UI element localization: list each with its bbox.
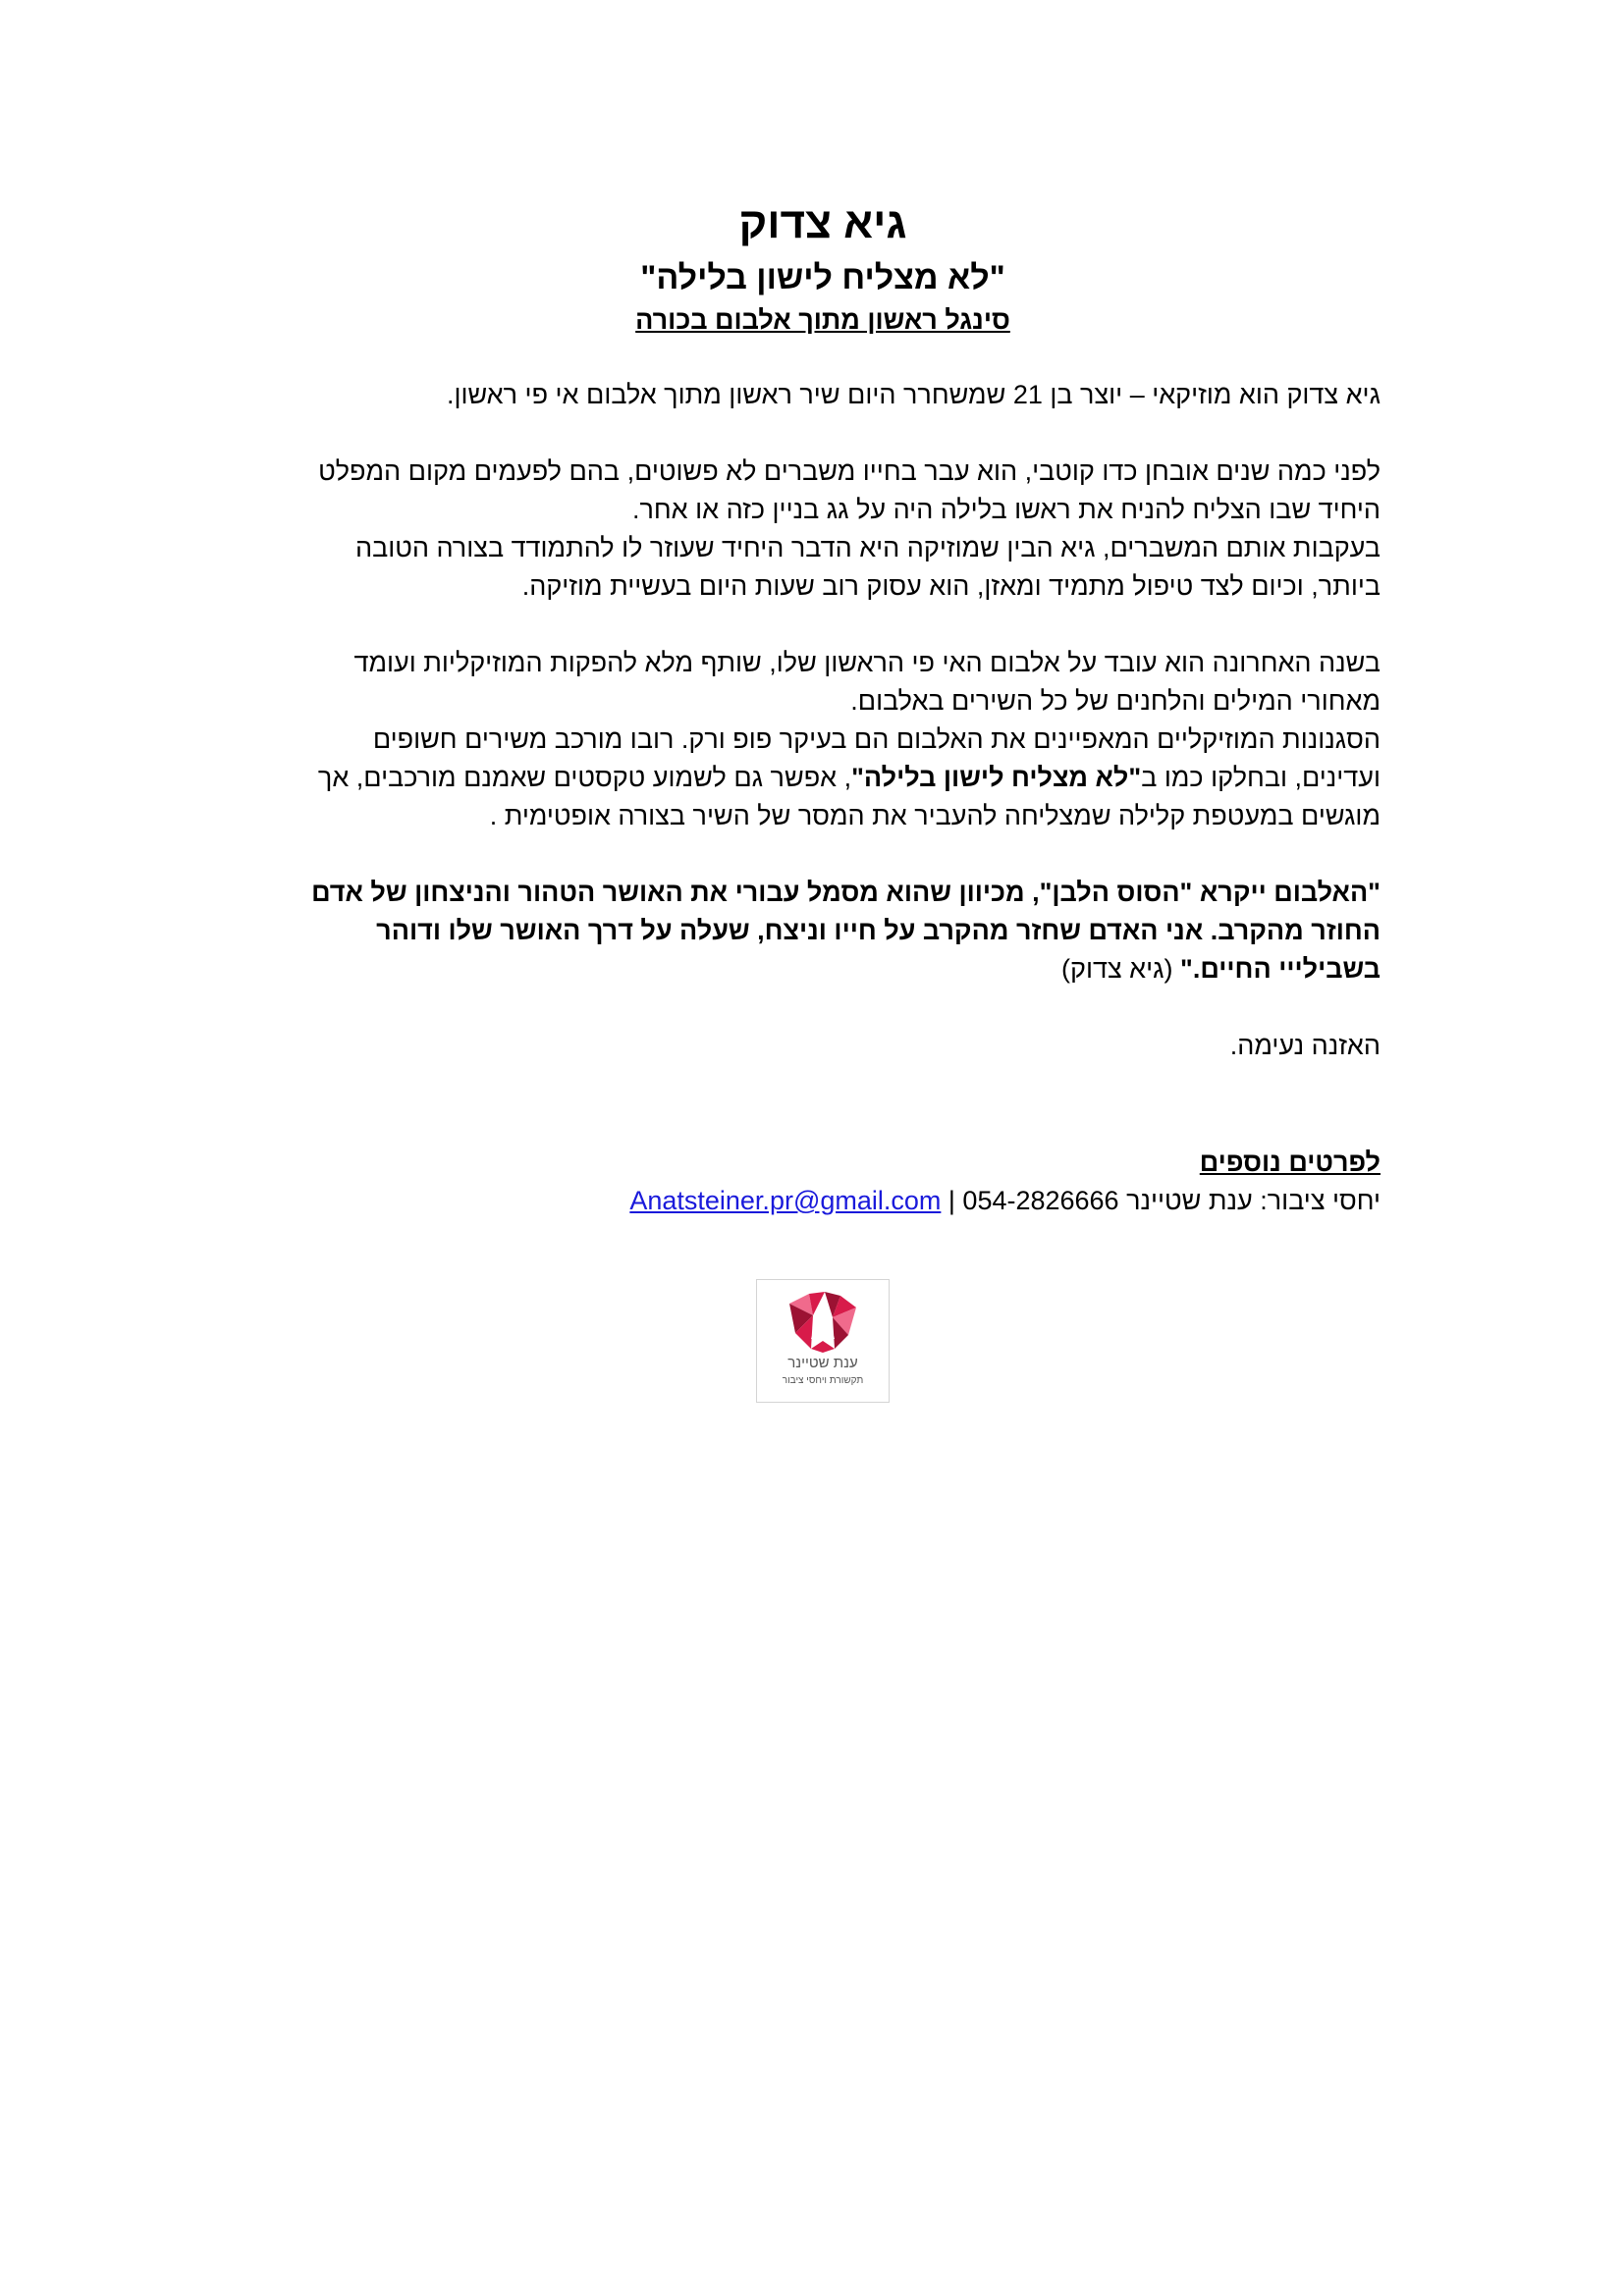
paragraph-line: מוגשים במעטפת קלילה שמצליחה להעביר את המסר של השיר בצורה אופטימית . — [489, 801, 1380, 830]
company-logo — [756, 1279, 890, 1403]
paragraph-line: ביותר, וכיום לצד טיפול מתמיד ומאזן, הוא עסוק רוב שעות היום בעשיית מוזיקה. — [521, 571, 1380, 601]
page-title: גיא צדוק — [738, 199, 907, 247]
logo-a-mark-icon — [784, 1290, 862, 1353]
spacer — [265, 835, 1380, 874]
paragraph-line — [265, 759, 1380, 797]
contact-heading: לפרטים נוספים — [1199, 1148, 1380, 1177]
spacer — [265, 414, 1380, 453]
quote-line — [265, 950, 1380, 988]
paragraph-line: הסגנונות המוזיקליים המאפיינים את האלבום הם בעיקר פופ ורק. רובו מורכב משירים חשופים — [372, 724, 1380, 754]
spacer — [265, 606, 1380, 644]
logo-shard — [811, 1341, 835, 1353]
subheading: סינגל ראשון מתוך אלבום בכורה — [635, 305, 1010, 335]
logo-name: ענת שטיינר — [787, 1355, 858, 1371]
email-link[interactable]: Anatsteiner.pr@gmail.com — [629, 1186, 942, 1215]
pr-contact-label: יחסי ציבור: ענת שטיינר 054-2826666 | — [941, 1186, 1380, 1215]
spacer — [265, 988, 1380, 1027]
quote-paragraph — [265, 874, 1380, 988]
paragraph-line: מאחורי המילים והלחנים של כל השירים באלבום. — [850, 686, 1380, 716]
closing-line: האזנה נעימה. — [1229, 1031, 1380, 1060]
background-paragraph — [265, 453, 1380, 606]
quote-line: החוזר מהקרב. אני האדם שחזר מהקרב על חייו וניצח, שעלה על דרך האושר שלו ודוהר — [376, 916, 1380, 945]
paragraph-line: לפני כמה שנים אובחן כדו קוטבי, הוא עבר בחייו משברים לא פשוטים, בהם לפעמים מקום המפלט — [318, 456, 1380, 486]
quote-attribution: (גיא צדוק) — [1061, 954, 1181, 984]
quote-end: בשבילייי החיים." — [1180, 954, 1380, 984]
intro-paragraph: גיא צדוק הוא מוזיקאי – יוצר בן 21 שמשחרר היום שיר ראשון מתוך אלבום אי פי ראשון. — [446, 380, 1380, 409]
press-release — [265, 196, 1380, 1220]
paragraph-line: היחיד שבו הצליח להניח את ראשו בלילה היה על גג בניין כזה או אחר. — [631, 495, 1380, 524]
quote-line: "האלבום ייקרא "הסוס הלבן", מכיוון שהוא מסמל עבורי את האושר הטהור והניצחון של אדם — [311, 878, 1380, 907]
paragraph-line: בעקבות אותם המשברים, גיא הבין שמוזיקה היא הדבר היחיד שעוזר לו להתמודד בצורה הטובה — [354, 533, 1380, 562]
text-run: ועדינים, ובחלקו כמו ב — [1141, 763, 1380, 792]
album-paragraph — [265, 644, 1380, 835]
contact-line — [265, 1182, 1380, 1220]
song-title-inline: "לא מצליח לישון בלילה" — [851, 763, 1142, 792]
spacer — [265, 338, 1380, 376]
text-run: , אפשר גם לשמוע טקסטים שאמנם מורכבים, אך — [317, 763, 852, 792]
song-title: "לא מצליח לישון בלילה" — [640, 259, 1005, 296]
spacer — [265, 1065, 1380, 1144]
paragraph-line: בשנה האחרונה הוא עובד על אלבום האי פי הראשון שלו, שותף מלא להפקות המוזיקליות ועומד — [353, 648, 1380, 677]
logo-tagline: תקשורת ויחסי ציבור — [782, 1375, 864, 1386]
